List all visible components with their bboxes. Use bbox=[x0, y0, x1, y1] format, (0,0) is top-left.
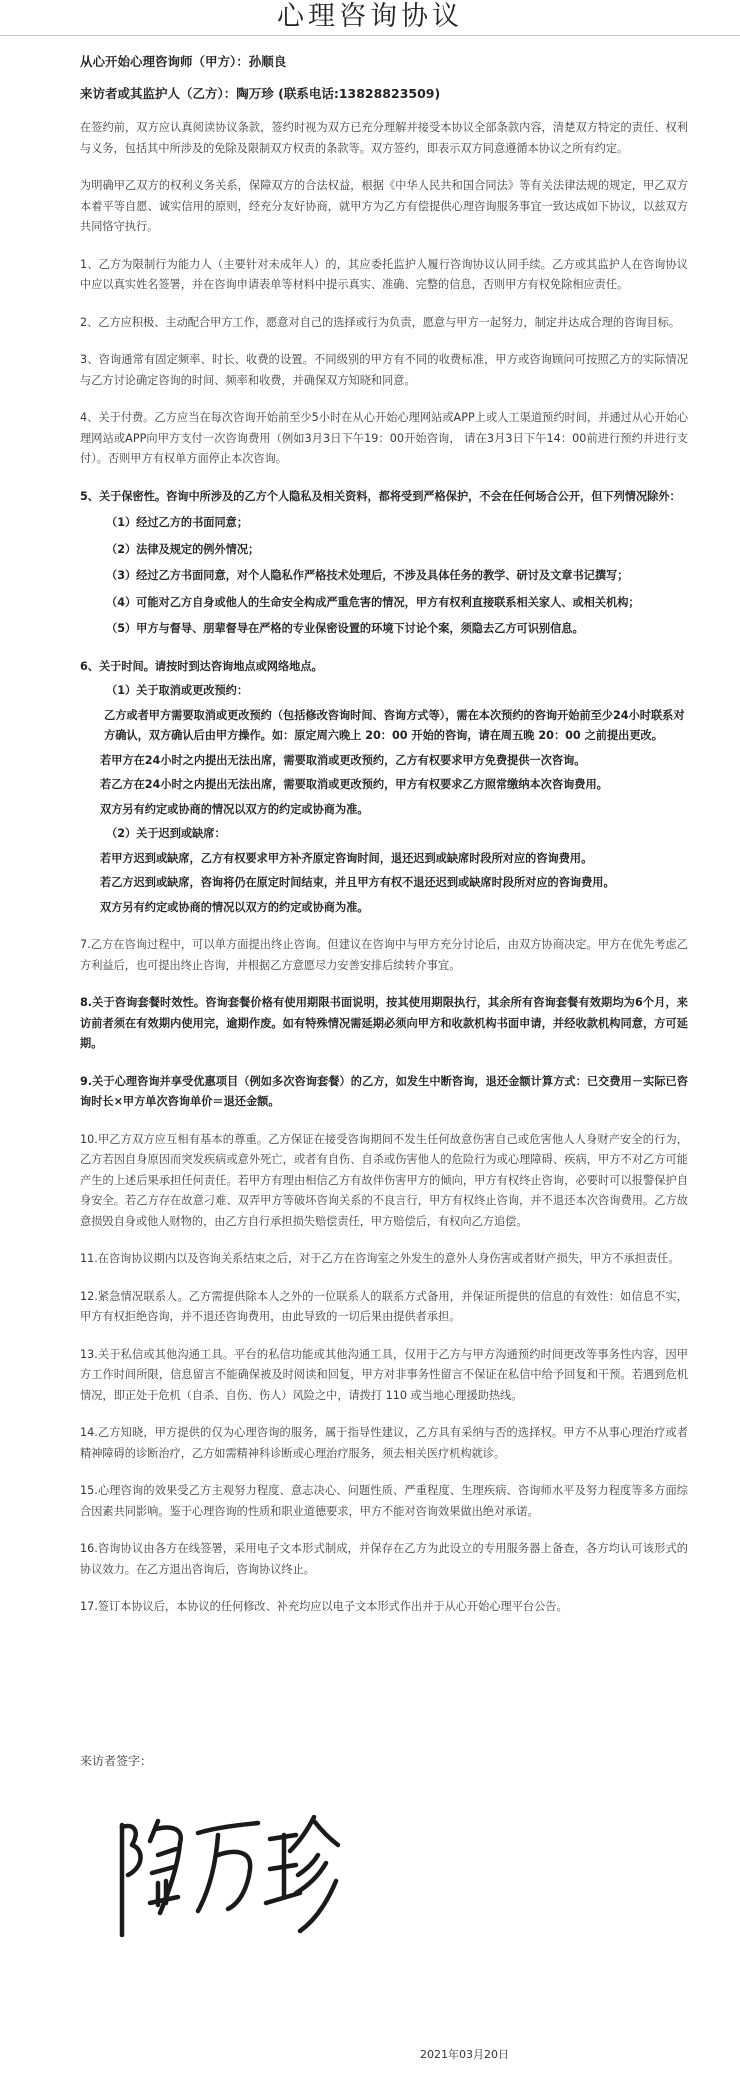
party-b-line: 来访者或其监护人（乙方）：陶万珍 (联系电话:13828823509) bbox=[80, 86, 441, 101]
clause-5-lead: 5、关于保密性。咨询中所涉及的乙方个人隐私及相关资料，都将受到严格保护，不会在任何场合公开，但下列情况除外： bbox=[80, 489, 681, 503]
clause-12: 12.紧急情况联系人。乙方需提供除本人之外的一位联系人的联系方式备用，并保证所提供的信息的有效性：如信息不实，甲方有权拒绝咨询，并不退还咨询费用，由此导致的一切后果由提供者承担。 bbox=[80, 1289, 688, 1323]
list-item: （4）可能对乙方自身或他人的生命安全构成严重危害的情况，甲方有权利直接联系相关家人、或相关机构； bbox=[106, 595, 640, 609]
clause-11: 11.在咨询协议期内以及咨询关系结束之后，对于乙方在咨询室之外发生的意外人身伤害或者财产损失，甲方不承担责任。 bbox=[80, 1252, 680, 1265]
clause-10: 10.甲乙方双方应互相有基本的尊重。乙方保证在接受咨询期间不发生任何故意伤害自己或危害他人人身财产安全的行为，乙方若因自身原因而突发疾病或意外死亡，或者有自伤、自杀或伤害他人的危险行为或心理障碍、疾病，甲方不对乙方可能产生的上述后果承担任何责任。若甲方有理由相信乙方有故伴伤害甲方的倾向，甲方有权终止咨询，必要时可以报警保护自身安全。若乙方存在故意刁难、双弄甲方等破坏咨询关系的不良言行，甲方有权终止咨询，并不退还本次咨询费用。乙方故意损毁自身或他人财物的，由乙方自行承担损失赔偿责任，甲方赔偿后，有权向乙方追偿。 bbox=[80, 1132, 688, 1228]
clause-15: 15.心理咨询的效果受乙方主观努力程度、意志决心、问题性质、严重程度、生理疾病、咨询师水平及努力程度等多方面综合因素共同影响。鉴于心理咨询的性质和职业道德要求，甲方不能对咨询效果做出绝对承诺。 bbox=[80, 1484, 688, 1518]
clause-6-sub-line: 双方另有约定或协商的情况以双方的约定或协商为准。 bbox=[100, 900, 369, 914]
clause-6-sub-title: （1）关于取消或更改预约： bbox=[106, 684, 249, 697]
clause-5 bbox=[80, 487, 688, 640]
document-title: 心理咨询协议 bbox=[277, 1, 463, 32]
list-item: （2）法律及规定的例外情况； bbox=[106, 542, 260, 556]
list-item: （5）甲方与督导、朋辈督导在严格的专业保密设置的环境下讨论个案，须隐去乙方可识别信息。 bbox=[106, 622, 584, 635]
list-item: （1）经过乙方的书面同意； bbox=[106, 516, 249, 529]
clause-6 bbox=[80, 657, 688, 919]
clause-6-lead: 6、关于时间。请按时到达咨询地点或网络地点。 bbox=[80, 659, 323, 673]
intro-paragraph: 为明确甲乙双方的权利义务关系，保障双方的合法权益，根据《中华人民共和国合同法》等有关法律法规的规定，甲乙双方本着平等自愿、诚实信用的原则，经充分友好协商，就甲方为乙方有偿提供心理咨询服务事宜一致达成如下协议，以兹双方共同恪守执行。 bbox=[80, 179, 688, 233]
list-item: （3）经过乙方书面同意，对个人隐私作严格技术处理后，不涉及具体任务的教学、研讨及文章书记撰写； bbox=[106, 569, 629, 582]
clause-6-sub-line: 若甲方在24小时之内提出无法出席，需要取消或更改预约，乙方有权要求甲方免费提供一次咨询。 bbox=[100, 753, 586, 767]
clause-9: 9.关于心理咨询并享受优惠项目（例如多次咨询套餐）的乙方，如发生中断咨询，退还金额计算方式：已交费用－实际已咨询时长×甲方单次咨询单价＝退还金额。 bbox=[80, 1074, 688, 1108]
clause-3: 3、咨询通常有固定频率、时长、收费的设置。不同级别的甲方有不同的收费标准，甲方或咨询顾问可按照乙方的实际情况与乙方讨论确定咨询的时间、频率和收费，并确保双方知晓和同意。 bbox=[80, 353, 688, 387]
title-divider bbox=[0, 35, 740, 36]
clause-2: 2、乙方应积极、主动配合甲方工作，愿意对自己的选择或行为负责，愿意与甲方一起努力，制定并达成合理的咨询目标。 bbox=[80, 315, 681, 329]
agreement-body bbox=[80, 118, 688, 1635]
clause-6-sub-line: 若乙方在24小时之内提出无法出席，需要取消或更改预约，甲方有权要求乙方照常缴纳本次咨询费用。 bbox=[100, 778, 608, 791]
clause-6-sub-line: 若甲方迟到或缺席，乙方有权要求甲方补齐原定咨询时间，退还迟到或缺席时段所对应的咨询费用。 bbox=[100, 851, 593, 865]
clause-8: 8.关于咨询套餐时效性。咨询套餐价格有使用期限书面说明，按其使用期限执行，其余所有咨询套餐有效期均为6个月，来访前者须在有效期内使用完，逾期作废。如有特殊情况需延期必须向甲方和收款机构书面申请，并经收款机构同意，方可延期。 bbox=[80, 996, 688, 1050]
clause-17: 17.签订本协议后，本协议的任何修改、补充均应以电子文本形式作出并于从心开始心理平台公告。 bbox=[80, 1600, 568, 1613]
clause-13: 13.关于私信或其他沟通工具。平台的私信功能或其他沟通工具，仅用于乙方与甲方沟通预约时间更改等事务性内容，因甲方工作时间所限，信息留言不能确保被及时阅读和回复，甲方对非事务性留言不保证在私信中给予回复和干预。若遇到危机情况，即正处于危机（自杀、自伤、伤人）风险之中，请拨打 110 或当地心理援助热线。 bbox=[80, 1347, 688, 1402]
clause-6-sub-title: （2）关于迟到或缺席： bbox=[106, 827, 226, 840]
intro-paragraph: 在签约前，双方应认真阅读协议条款，签约时视为双方已充分理解并接受本协议全部条款内容，清楚双方特定的责任、权利与义务，包括其中所涉及的免除及限制双方权责的条款等。双方签约，即表示双方同意遵循本协议之所有约定。 bbox=[80, 121, 688, 155]
signature-label: 来访者签字： bbox=[80, 1754, 153, 1768]
clause-14: 14.乙方知晓，甲方提供的仅为心理咨询的服务，属于指导性建议，乙方具有采纳与否的选择权。甲方不从事心理治疗或者精神障碍的诊断治疗，乙方如需精神科诊断或心理治疗服务，须去相关医疗机构就诊。 bbox=[80, 1426, 688, 1460]
clause-4: 4、关于付费。乙方应当在每次咨询开始前至少5小时在从心开始心理网站或APP上或人工渠道预约时间，并通过从心开始心理网站或APP向甲方支付一次咨询费用（例如3月3日下午19：00开始咨询， 请在3月3日下午14：00前进行预约并进行支付）。否则甲方有权单方面停止本次咨询。 bbox=[80, 411, 688, 465]
handwritten-signature bbox=[100, 1785, 350, 1995]
clause-6-sub-line: 乙方或者甲方需要取消或更改预约（包括修改咨询时间、咨询方式等），需在本次预约的咨询开始前至少24小时联系对方确认，双方确认后由甲方操作。如：原定周六晚上 20：00 开始的咨询，请在周五晚 20：00 之前提出更改。 bbox=[104, 708, 685, 742]
clause-6-sub-line: 若乙方迟到或缺席，咨询将仍在原定时间结束，并且甲方有权不退还迟到或缺席时段所对应的咨询费用。 bbox=[100, 876, 615, 889]
party-a-line: 从心开始心理咨询师（甲方）：孙顺良 bbox=[80, 54, 287, 69]
clause-1: 1、乙方为限制行为能力人（主要针对未成年人）的，其应委托监护人履行咨询协议认同手续。乙方或其监护人在咨询协议中应以真实姓名签署，并在咨询申请表单等材料中提示真实、准确、完整的信息，否则甲方有权免除相应责任。 bbox=[80, 257, 688, 291]
clause-6-sub-line: 双方另有约定或协商的情况以双方的约定或协商为准。 bbox=[100, 802, 369, 816]
clause-16: 16.咨询协议由各方在线签署，采用电子文本形式制成，并保存在乙方为此设立的专用服务器上备查，各方均认可该形式的协议效力。在乙方退出咨询后，咨询协议终止。 bbox=[80, 1542, 688, 1576]
signing-date: 2021年03月20日 bbox=[420, 2048, 509, 2061]
clause-7: 7.乙方在咨询过程中，可以单方面提出终止咨询。但建议在咨询中与甲方充分讨论后，由双方协商决定。甲方在优先考虑乙方利益后，也可提出终止咨询，并根据乙方意愿尽力安善安排后续转介事宜。 bbox=[80, 938, 688, 972]
